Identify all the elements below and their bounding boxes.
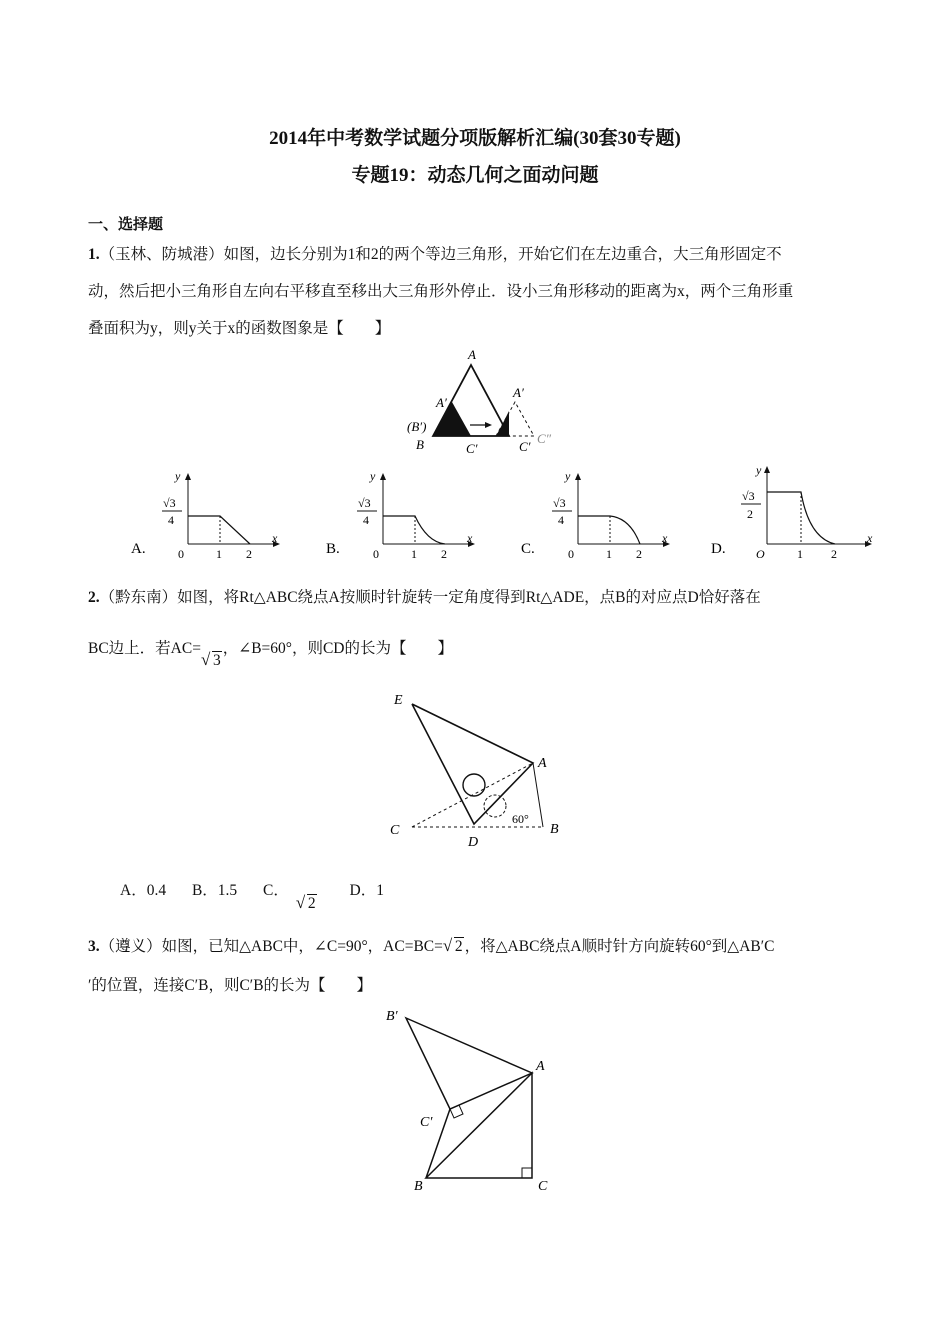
q1-line2: 动，然后把小三角形自左向右平移直至移出大三角形外停止．设小三角形移动的距离为x，两个三角形重 [88,283,794,300]
svg-text:2: 2 [441,547,447,561]
svg-text:C′: C′ [420,1115,433,1130]
svg-text:1: 1 [216,547,222,561]
page-title: 2014年中考数学试题分项版解析汇编(30套30专题) [269,128,681,149]
svg-text:2: 2 [246,547,252,561]
svg-text:C: C [390,823,400,838]
svg-text:1: 1 [411,547,417,561]
q1-label-A: A [468,347,476,362]
q2-option-b: B．1.5 [191,882,238,899]
q1-option-c-label: C. [521,541,535,557]
q1-c-curve [578,516,640,544]
q2-line1 [88,579,761,616]
q3-right-angle-c [522,1168,532,1178]
q1-label-Cdouble: C″ [537,431,552,446]
q3-line2: ′的位置，连接C′B，则C′B的长为【 】 [88,977,373,994]
q1-label-C: C′ [519,439,531,454]
q1-label-Bprime: (B′) [407,419,427,434]
svg-text:60°: 60° [512,812,529,826]
q1-option-d-graph [705,462,880,562]
q1-triangles-figure [396,345,586,457]
q2-text-1: （黔东南）如图，将Rt△ABC绕点A按顺时针旋转一定角度得到Rt△ADE，点B的对应点D恰好落在 [99,589,761,606]
svg-text:2: 2 [831,547,837,561]
q3-triangle-abc [426,1073,532,1178]
q2-option-c-sqrt: √ 2 [297,885,317,922]
q1-option-b-label: B. [326,541,340,557]
svg-text:y: y [370,469,376,483]
q1-option-d-label: D. [711,541,726,557]
q1-label-Aprime-2: A′ [513,385,524,400]
q1-text-1: （玉林、防城港）如图，边长分别为1和2的两个等边三角形，开始它们在左边重合，大三角形固定不 [99,246,782,263]
q3-number: 3. [88,938,100,955]
q2-circle-dashed [484,795,506,817]
q3-sqrt: √ 2 [444,928,464,965]
section-heading: 一、选择题 [88,217,164,233]
svg-text:0: 0 [178,547,184,561]
q1-label-B: B [416,437,424,452]
svg-text:1: 1 [606,547,612,561]
q2-triangle-ade [412,704,533,824]
svg-text:B′: B′ [386,1009,398,1024]
q2-option-a: A．0.4 [120,882,167,899]
q1-option-a-graph [120,462,290,562]
svg-text:x: x [662,531,668,545]
q1-line3: 叠面积为y，则y关于x的函数图象是【 】 [88,320,391,337]
svg-text:1: 1 [797,547,803,561]
svg-text:x: x [867,531,873,545]
q1-a-y-denominator: 4 [168,513,174,527]
svg-text:2: 2 [636,547,642,561]
svg-text:C: C [538,1179,548,1194]
svg-text:D: D [468,835,479,850]
svg-text:A: A [538,756,547,771]
q1-label-Aprime: A′ [436,395,447,410]
svg-text:B: B [550,822,559,837]
q2-number: 2. [88,589,100,606]
q3-rotation-figure [378,1002,578,1200]
page-subtitle: 专题19：动态几何之面动问题 [351,165,599,186]
svg-text:B: B [414,1179,423,1194]
q1-line1 [88,236,782,273]
svg-text:2: 2 [747,507,753,521]
svg-text:A: A [536,1059,545,1074]
svg-text:x: x [272,531,278,545]
svg-text:O: O [756,547,765,561]
q1-number: 1. [88,246,100,263]
q1-arrow-head [485,422,492,428]
svg-text:E: E [394,693,403,708]
q2-sqrt: √ 3 [202,642,222,679]
svg-text:√3: √3 [742,489,755,503]
svg-text:y: y [565,469,571,483]
svg-text:√3: √3 [358,496,371,510]
q2-circle-solid [463,774,485,796]
q2-rotation-figure [378,690,578,850]
svg-text:√3: √3 [553,496,566,510]
q3-triangle-abc-prime [406,1018,532,1109]
q2-option-d: D．1 [349,882,384,899]
svg-text:0: 0 [568,547,574,561]
q3-line1: 3.（遵义）如图，已知△ABC中，∠C=90°，AC=BC=√ 2 ，将△ABC绕点A顺时针方向旋转60°到△AB′C [88,928,775,965]
q2-option-c: C． [263,882,289,899]
svg-text:0: 0 [373,547,379,561]
svg-text:y: y [175,469,181,483]
q1-option-c-graph [510,462,680,562]
q1-option-a-label: A. [131,541,146,557]
q2-options [120,872,384,912]
svg-text:4: 4 [558,513,564,527]
q1-a-y-numerator: √3 [163,496,176,510]
svg-text:4: 4 [363,513,369,527]
q1-b-curve [383,516,445,544]
q1-option-b-graph [315,462,485,562]
q1-label-Cprime: C′ [466,441,478,456]
q2-line2: BC边上．若AC=√ 3，∠B=60°，则CD的长为【 】 [88,630,453,667]
svg-text:x: x [467,531,473,545]
q1-a-curve [188,516,250,544]
svg-text:y: y [756,463,762,477]
